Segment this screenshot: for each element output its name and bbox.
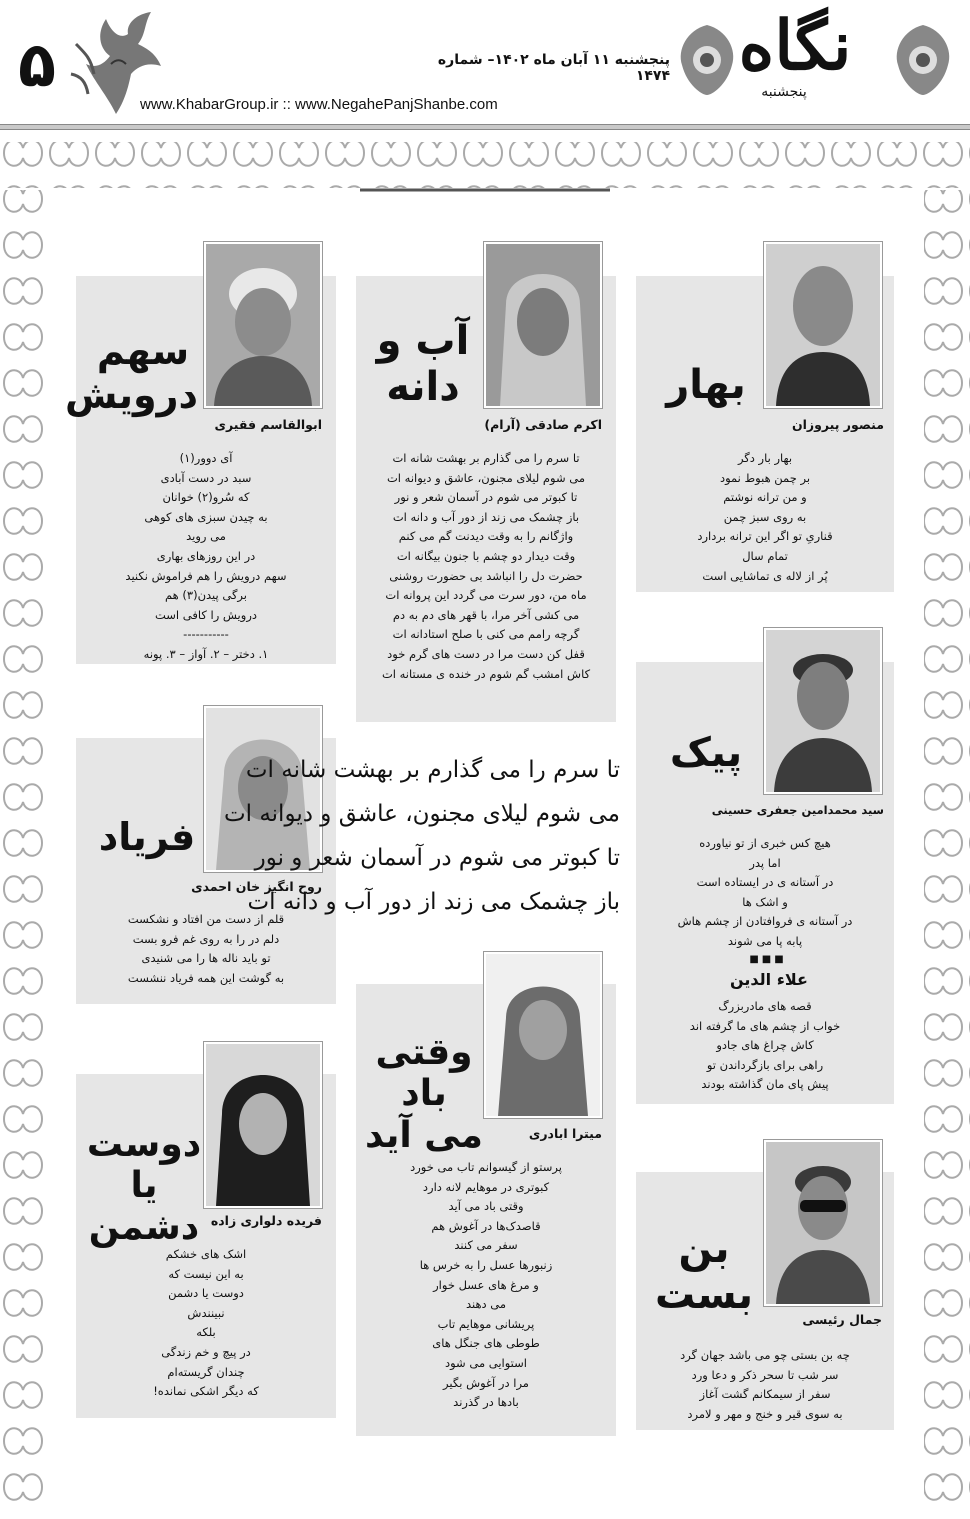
author-photo-sadeghi [484,242,602,408]
poem-title-sahm-darvish: سهم درویش [65,329,198,417]
ornament-right-icon [888,20,958,100]
author-name-delvarizadeh: فریده دلواری زاده [210,1213,322,1228]
author-name-khanahmadi: روح انگیز خان احمدی [191,879,322,894]
poem-text-peyk: هیچ کس خبری از تو نیاورده اما پدر در آستانه ی در ایستاده است و اشک ها در آستانه ی فروافتادن از چشم هاش پابه پا می شوند [677,836,853,948]
featured-quote: تا سرم را می گذارم بر بهشت شانه ات می شوم لیلای مجنون، عاشق و دیوانه ات تا کبوتر می شوم در آسمان شعر و نور باز چشمک می زند از دور آب و دانه ات [223,757,620,915]
author-photo-faghiri [204,242,322,408]
poem-text-vaghti-bad: پرستو از گیسوانم تاب می خورد کبوتری در موهایم لانه دارد وقتی باد می آید قاصدک‌ها در آغوش هم سفر می کنند زنبورها عسل را به خرس ها و مرغ های عسل خوار می دهند پریشانی موهایم تاب طوطی های جنگل های استوایی می شود مرا در آغوش بگیر بادها در گذرند [410,1160,562,1410]
poem-title-faryad: فریاد [98,815,196,859]
sub-poem-title-aladdin: علاء الدین [730,970,808,989]
poem-title-ab-o-daneh: آب و دانه [376,318,470,410]
author-name-jafari: سید محمدامین جعفری حسینی [711,803,884,817]
poem-title-bon-bast: بن بست [654,1226,754,1318]
poem-title-vaghti-bad: وقتی باد می آید [365,1032,483,1156]
author-name-pirouzan: منصور پیروزان [791,417,884,432]
poem-text-doost: اشک های خشکم به این نیست که دوست یا دشمن نبینندش بلکه در پیچ و خم زندگی چندان گریسته‌ام که دیگر اشکی نمانده! [153,1247,259,1399]
page-number: ۵ [18,28,56,101]
author-name-raeisi: جمال رئیسی [802,1312,882,1327]
newspaper-logo: نگاه [738,6,852,86]
author-name-faghiri: ابوالقاسم فقیری [214,417,322,432]
masthead [0,0,970,132]
dateline: پنجشنبه ۱۱ آبان ماه ۱۴۰۲– شماره ۱۴۷۴ [437,52,670,84]
author-name-abadari: میترا ابادری [528,1126,602,1141]
poem-text-faryad: قلم از دست من افتاد و نشکست دلم در را به روی غم فرو بست تو باید ناله ها را می شنیدی به گوشت این همه فریاد ننشست [127,912,285,985]
poem-title-peyk: پیک [669,730,743,776]
poem-title-bahar: بهار [666,362,746,408]
section-dots: ■■■ [749,954,787,965]
sub-poem-text-aladdin: قصه های مادربزرگ خواب از چشم های ما گرفته اند کاش چراغ های جادو راهی برای بازگرداندن تو پیش پای مان گذاشته بودند [689,999,841,1092]
author-photo-pirouzan [764,242,882,408]
author-photo-delvarizadeh [204,1042,322,1208]
author-name-sadeghi: اکرم صادقی (آرام) [484,417,602,432]
poem-text-ab-o-daneh: تا سرم را می گذارم بر بهشت شانه ات می شوم لیلای مجنون، عاشق و دیوانه ات تا کبوتر می شوم در آسمان شعر و نور باز چشمک می زند از دور آب و دانه ات واژگانم را به وقت دیدنت گم می کنم وقت دیدار دو چشم با جنون بیگانه ات حضرت دل را انباشد بی حضورت روشنی ماه من، دور سرت می گردد این پروانه ات می کشی آخر مرا، با قهر های دم به دم گرچه رامم می کنی با صلح استادانه ات قفل کن دست مرا در دست های گرم خود کاش امشب گم شوم در خنده ی مستانه ات [381,451,591,681]
poem-title-doost: دوست یا دشمن [86,1124,202,1248]
poem-text-sahm-darvish: آی دوور(۱) سبد در دست آبادی که سُرو(۲) خوانان به چیدن سبزی های کوهی می روید در این روزهای بهاری سهم درویش را هم فراموش نکنید برگی پیدن(۳) هم درویش را کافی است ----------- ۱. دختر – ۲. آواز – ۳. پونه [125,451,287,661]
logo-subtitle: پنجشنبه [761,84,807,100]
author-photo-jafari [764,628,882,794]
poem-text-bahar: بهار بار دگر بر چمن هبوط نمود و من ترانه نوشتم به روی سبز چمن قناریِ تو اگر این ترانه بردارد تمام سال پُر از لاله ی تماشایی است [697,451,833,583]
poem-text-bon-bast: چه بن بستی چو می باشد جهان گرد سر شب تا سحر ذکر و دعا ورد سفر از سیمکانم گشت آغاز به سوی قیر و خنج و مهر و لامرد [680,1348,850,1421]
website-urls[interactable]: www.KhabarGroup.ir :: www.NegahePanjShanbe.com [140,96,498,113]
author-photo-raeisi [764,1140,882,1306]
author-photo-abadari [484,952,602,1118]
